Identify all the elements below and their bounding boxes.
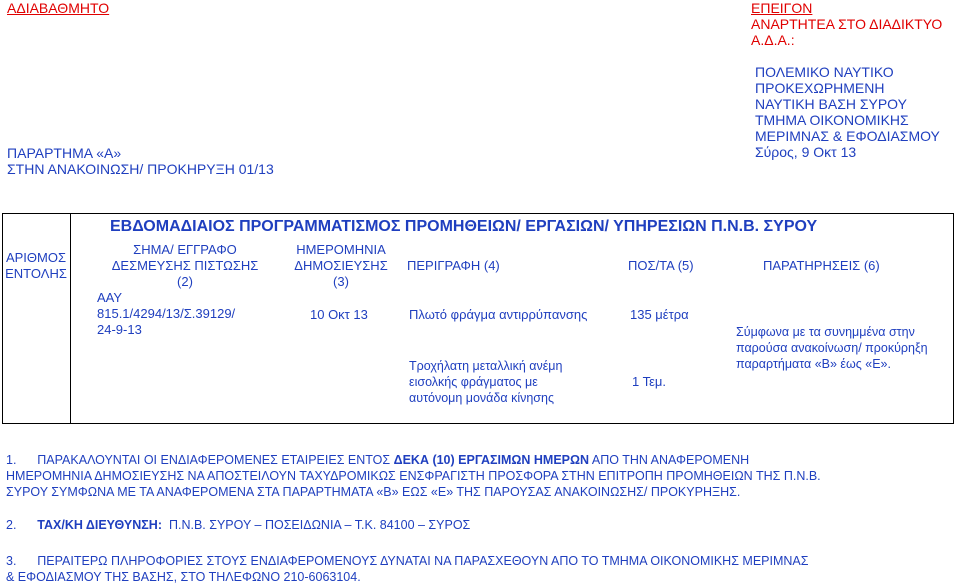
item-quantity: 1 Τεμ. [632,374,667,389]
paragraph-1: 1. ΠΑΡΑΚΑΛΟΥΝΤΑΙ ΟΙ ΕΝΔΙΑΦΕΡΟΜΕΝΕΣ ΕΤΑΙΡΕΙΕΣ ΕΝΤΟΣ ΔΕΚΑ (10) ΕΡΓΑΣΙΜΩΝ ΗΜΕΡΩΝ ΑΠΟ ΤΗΝ ΑΝΑΦΕΡΟΜΕΝΗ ΗΜΕΡΟΜΗΝΙΑ ΔΗΜΟΣΙΕΥΣΗΣ ΝΑ ΑΠΟΣΤΕΙΛΟΥΝ ΤΑΧΥΔΡΟΜΙΚΩΣ ΕΝΣΦΡΑΓΙΣΤΗ ΠΡΟΣΦΟΡΑ ΣΤΗΝ ΕΠΙΤΡΟΠΗ ΠΡΟΜΗΘΕΙΩΝ ΤΗΣ Π.Ν.Β. ΣΥΡΟΥ ΣΥΜΦΩΝΑ ΜΕ ΤΑ ΑΝΑΦΕΡΟΜΕΝΑ ΣΤΑ ΠΑΡΑΡΤΗΜΑΤΑ «Β» ΕΩΣ «Ε» ΤΗΣ ΠΑΡΟΥΣΑΣ ΑΝΑΚΟΙΝΩΣΗΣ/ ΠΡΟΚΥΡΗΞΗΣ. [6,453,821,499]
deadline-text: ΔΕΚΑ (10) ΕΡΓΑΣΙΜΩΝ ΗΜΕΡΩΝ [393,453,590,467]
issuer-line: ΠΡΟΚΕΧΩΡΗΜΕΝΗ [755,80,885,96]
urgency-block [751,0,942,48]
urgency-line: Α.Δ.Α.: [751,32,795,48]
paragraph-3: 3. ΠΕΡΑΙΤΕΡΩ ΠΛΗΡΟΦΟΡΙΕΣ ΣΤΟΥΣ ΕΝΔΙΑΦΕΡΟΜΕΝΟΥΣ ΔΥΝΑΤΑΙ ΝΑ ΠΑΡΑΣΧΕΘΟΥΝ ΑΠΟ ΤΟ ΤΜΗΜΑ ΟΙΚΟΝΟΜΙΚΗΣ ΜΕΡΙΜΝΑΣ & ΕΦΟΔΙΑΣΜΟΥ ΤΗΣ ΒΑΣΗΣ, ΣΤΟ ΤΗΛΕΦΩΝΟ 210-6063104. [6,553,951,585]
item-description: Πλωτό φράγμα αντιρρύπανσης [409,307,588,322]
issuer-line: ΝΑΥΤΙΚΗ ΒΑΣΗ ΣΥΡΟΥ [755,96,907,112]
desc-column-header: ΠΕΡΙΓΡΑΦΗ (4) [407,258,500,273]
issuer-line: ΤΜΗΜΑ ΟΙΚΟΝΟΜΙΚΗΣ [755,112,909,128]
classification: ΑΔΙΑΒΑΘΜΗΤΟ [7,0,110,16]
paragraph-number: 1. [6,453,17,467]
address-value: Π.Ν.Β. ΣΥΡΟΥ – ΠΟΣΕΙΔΩΝΙΑ – Τ.Κ. 84100 – ΣΥΡΟΣ [168,518,471,532]
issuer-date: Σύρος, 9 Οκτ 13 [755,144,857,160]
annex-line: ΣΤΗΝ ΑΝΑΚΟΙΝΩΣΗ/ ΠΡΟΚΗΡΥΞΗ 01/13 [7,161,274,177]
doc-column-header: ΣΗΜΑ/ ΕΓΓΡΑΦΟ ΔΕΣΜΕΥΣΗΣ ΠΙΣΤΩΣΗΣ (2) [111,242,259,289]
issuer-block [755,64,940,160]
urgency-line: ΑΝΑΡΤΗΤΕΑ ΣΤΟ ΔΙΑΔΙΚΤΥΟ [751,16,943,32]
table-title: ΕΒΔΟΜΑΔΙΑΙΟΣ ΠΡΟΓΡΑΜΜΑΤΙΣΜΟΣ ΠΡΟΜΗΘΕΙΩΝ/ ΕΡΓΑΣΙΩΝ/ ΥΠΗΡΕΣΙΩΝ Π.Ν.Β. ΣΥΡΟΥ [110,218,818,235]
paragraph-number: 3. [6,554,17,568]
paragraph-2 [6,517,951,533]
qty-column-header: ΠΟΣ/ΤΑ (5) [628,258,694,273]
address-label: ΤΑΧ/ΚΗ ΔΙΕΥΘΥΝΣΗ: [37,518,162,532]
annex-block [7,145,274,177]
publication-date-cell: 10 Οκτ 13 [310,307,368,322]
urgency-line: ΕΠΕΙΓΟΝ [751,0,813,16]
item-description: Τροχήλατη μεταλλική ανέμη εισολκής φράγματος με αυτόνομη μονάδα κίνησης [409,359,563,405]
table-divider [70,214,71,423]
annex-line: ΠΑΡΑΡΤΗΜΑ «Α» [7,145,122,161]
date-column-header: ΗΜΕΡΟΜΗΝΙΑ ΔΗΜΟΣΙΕΥΣΗΣ (3) [294,242,388,289]
remarks-column-header: ΠΑΡΑΤΗΡΗΣΕΙΣ (6) [763,258,880,273]
issuer-line: ΜΕΡΙΜΝΑΣ & ΕΦΟΔΙΑΣΜΟΥ [755,128,940,144]
phone-line: & ΕΦΟΔΙΑΣΜΟΥ ΤΗΣ ΒΑΣΗΣ, ΣΤΟ ΤΗΛΕΦΩΝΟ 210-6063104. [6,570,361,584]
commitment-doc-cell: ΑΑΥ 815.1/4294/13/Σ.39129/ 24-9-13 [97,290,236,337]
issuer-line: ΠΟΛΕΜΙΚΟ ΝΑΥΤΙΚΟ [755,64,894,80]
remarks-cell: Σύμφωνα με τα συνημμένα στην παρούσα ανακοίνωση/ προκύρηξη παραρτήματα «Β» έως «Ε». [736,325,928,371]
paragraph-number: 2. [6,518,17,532]
order-number-header: ΑΡΙΘΜΟΣ ΕΝΤΟΛΗΣ [5,250,67,281]
item-quantity: 135 μέτρα [630,307,689,322]
